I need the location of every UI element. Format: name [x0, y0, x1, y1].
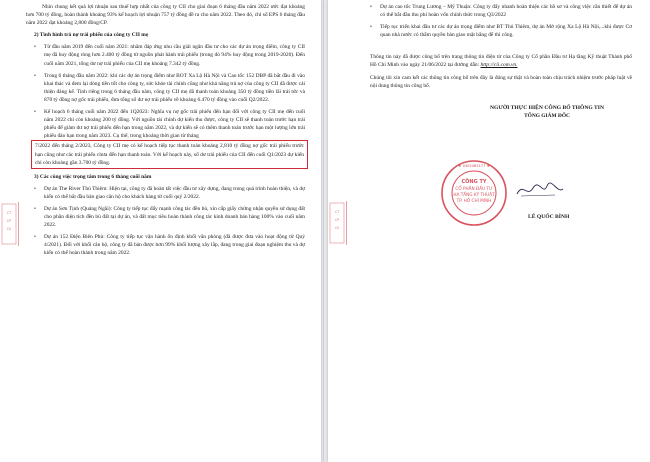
- info-text: Thông tin này đã được công bố trên trang thông tin điện tử của Công ty Cổ phần Đầu tư Hạ tầng Kỹ thuật Thành phố Hồ Chí Minh vào ngày 21/06/2022 tại đường dẫn:: [370, 54, 632, 69]
- bullet-the-river: • Dự án The River Thủ Thiêm: Hiện tại, công ty đã hoàn tất việc đầu tư xây dựng, đang trong quá trình hoàn thiện, và dự kiến có thể bắt đầu bàn giao căn hộ cho khách hàng từ cuối quý 2/2022.: [34, 185, 305, 201]
- website-link[interactable]: http://cii.com.vn.: [480, 62, 518, 69]
- bullet-152-dbp: • Dự án 152 Điện Biên Phủ: Công ty tiếp tục vận hành ổn định khối văn phòng (đã được đưa vào hoạt động từ Quý 4/2021). Đối với khối căn hộ, công ty đã bán được hơn 99% khối lượng xây lắp, đang trong giai đoạn nghiệm thu và dự kiến có thể hoàn thành trong năm 2022.: [34, 233, 305, 257]
- svg-text:HẠ TẦNG KỸ THUẬT: HẠ TẦNG KỸ THUẬT: [453, 192, 495, 197]
- paragraph-2019-2021: • Từ đầu năm 2019 đến cuối năm 2021: nhằm đáp ứng nhu cầu giải ngân đầu tư cho các dự án trọng điểm, công ty CII mẹ đã huy động ròng hơn 2.400 tỷ đồng từ nguồn phát hành trái phiếu (trong đó 94% huy động trong 2019-2020). Đến cuối năm 2021, tổng dư nợ trái phiếu của CII mẹ khoảng 7.342 tỷ đồng.: [34, 43, 305, 67]
- svg-text:CII: CII: [334, 226, 340, 230]
- page-divider: [323, 0, 324, 462]
- signatory-name-text: LÊ QUỐC BÌNH: [528, 214, 570, 220]
- paragraph-6-months-2022: • Trong 6 tháng đầu năm 2022: khi các dự án trọng điểm như BOT Xa Lộ Hà Nội và Cao tốc 152 DBP đã bắt đầu đi vào khai thác và đem lại dòng tiền tốt cho công ty, sức khỏe tài chính cũng như khả năng trả nợ của công ty CII đã được cải thiện đáng kể. Tính riêng trong 6 tháng đầu năm, công ty CII mẹ đã thanh toán khoảng 350 tỷ đồng tiền lãi trái tức và 870 tỷ đồng nợ gốc trái phiếu, đưa tổng số dư nợ trái phiếu về khoảng 6.470 tỷ đồng vào cuối Q2/2022.: [34, 72, 305, 104]
- svg-text:CT: CT: [6, 211, 12, 215]
- svg-text:★ 0302483177 ★: ★ 0302483177 ★: [458, 164, 490, 168]
- company-seal: [439, 158, 509, 228]
- paragraph-plan-2023: • Kế hoạch 6 tháng cuối năm 2022 đến 1Q2023: Nghĩa vụ nợ gốc trái phiếu đến hạn đối với công ty CII mẹ đến cuối năm 2022 chỉ còn khoảng 200 tỷ đồng. Với nguồn tài chính dự kiến thu được, công ty CII sẽ thanh toán trước hạn trái phiếu để giảm dư nợ trái phiếu đến hạn trong năm 2022, và dự kiến sẽ có thêm thanh toán trước hạn một lượng lớn trái phiếu đáo hạn trong năm 2023. Cụ thể, trong khoảng thời gian từ tháng: [34, 108, 305, 140]
- bullet-trung-luong: • Dự án cao tốc Trung Lương – Mỹ Thuận: Công ty đẩy nhanh hoàn thiện các hồ sơ và công việc cần thiết để dự án có thể bắt đầu thu phí hoàn vốn chính thức trong Q3/2022: [370, 3, 632, 19]
- document-page-right: [328, 0, 650, 462]
- info-paragraph: [370, 53, 632, 69]
- svg-text:CỔ PHẦN ĐẦU TƯ: CỔ PHẦN ĐẦU TƯ: [455, 186, 493, 191]
- section-2-heading: 2) Tình hình trả nợ trái phiếu của công ty CII mẹ: [34, 32, 149, 39]
- margin-stamp: [328, 201, 347, 245]
- bullet-bt-thu-thiem: • Tiếp tục triển khai đầu tư các dự án trọng điểm như BT Thủ Thiêm, dự án Mở rộng Xa Lộ Hà Nội,...khi được Cơ quan nhà nước có thẩm quyền bàn giao mặt bằng để thi công.: [370, 23, 632, 39]
- svg-text:CT: CT: [334, 210, 340, 214]
- signatory-title: NGƯỜI THỰC HIỆN CÔNG BỐ THÔNG TIN: [490, 104, 604, 111]
- svg-text:CP: CP: [6, 219, 12, 223]
- svg-text:CÔNG TY: CÔNG TY: [461, 179, 487, 185]
- signature: [515, 180, 565, 200]
- bullet-son-tinh: • Dự án Sơn Tịnh (Quảng Ngãi): Công ty tiếp tục đẩy mạnh công tác đền bù, xin cấp giấy chứng nhận quyền sử dụng đất cho phần diện tích đền bù đất tại dự án, và đất mục tiêu hoàn thành công tác kinh doanh bán hàng 100% vào cuối năm 2022.: [34, 205, 305, 229]
- signatory-name: [528, 205, 569, 223]
- signatory-role: TỔNG GIÁM ĐỐC: [524, 112, 570, 119]
- document-page-left: [0, 0, 321, 462]
- svg-text:CII: CII: [6, 227, 12, 231]
- svg-text:CP: CP: [334, 218, 340, 222]
- highlighted-text: 7/2022 đến tháng 2/2023, Công ty CII mẹ có kế hoạch tiếp tục thanh toán khoảng 2,810 tỷ đồng nợ gốc trái phiếu trước hạn cũng như các trái phiếu chưa đến hạn thanh toán. Với kế hoạch này, số dư trái phiếu của CII đến cuối Q1/2023 dự kiến chỉ còn khoảng gần 3.700 tỷ đồng.: [35, 143, 304, 166]
- svg-text:TP. HỒ CHÍ MINH: TP. HỒ CHÍ MINH: [456, 198, 492, 203]
- commitment-paragraph: Chúng tôi xin cam kết các thông tin công bố trên đây là đúng sự thật và hoàn toàn chịu trách nhiệm trước pháp luật về nội dung thông tin công bố.: [370, 74, 632, 89]
- intro-paragraph: Nhìn chung kết quả lợi nhuận sau thuế hợp nhất của công ty CII cho giai đoạn 6 tháng đầu năm 2022 ước đạt khoảng hơn 700 tỷ đồng, hoàn thành khoảng 93% kế hoạch lợi nhuận 757 tỷ đồng đề ra cho năm 2022. Theo đó, chỉ số EPS 6 tháng đầu năm 2022 đạt khoảng 2,800 đồng/CP.: [26, 4, 305, 27]
- section-3-heading: 3) Các công việc trọng tâm trong 6 tháng cuối năm: [34, 173, 152, 180]
- margin-stamp: [0, 202, 19, 246]
- highlighted-box: [31, 140, 308, 168]
